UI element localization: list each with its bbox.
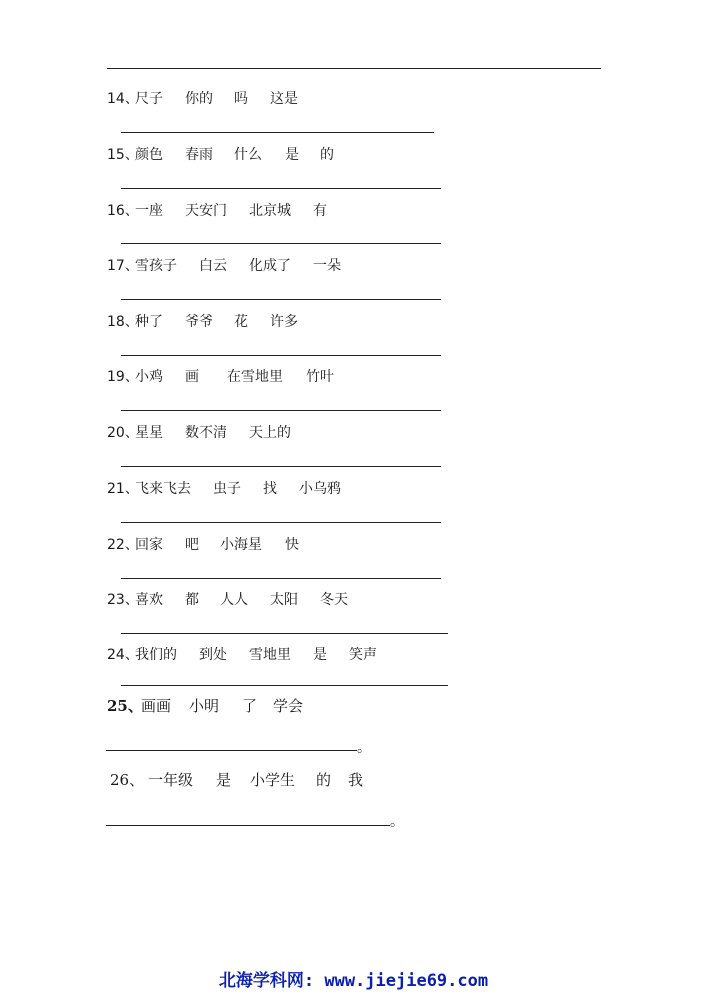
word-tile: 到处 (199, 647, 227, 663)
exercise-number: 17、 (107, 258, 139, 274)
word-tile: 雪地里 (249, 647, 291, 663)
answer-line (121, 243, 441, 244)
exercise-number: 26、 (110, 771, 145, 789)
exercise-22 (107, 536, 299, 554)
exercise-26 (110, 771, 364, 789)
word-tile: 竹叶 (306, 369, 334, 385)
exercise-number: 18、 (107, 314, 139, 330)
answer-line (121, 188, 441, 189)
word-tile: 都 (185, 592, 199, 608)
answer-line (121, 685, 448, 686)
word-tile: 吗 (234, 91, 248, 107)
word-tile: 化成了 (249, 258, 291, 274)
exercise-number: 16、 (107, 203, 139, 219)
word-tile: 小乌鸦 (299, 481, 341, 497)
word-tile: 快 (285, 537, 299, 553)
exercise-17 (107, 257, 341, 275)
top-divider-line (107, 68, 601, 69)
answer-line (121, 410, 441, 411)
word-tile: 笑声 (349, 647, 377, 663)
word-tile: 白云 (199, 258, 227, 274)
exercise-16 (107, 202, 327, 220)
exercise-number: 21、 (107, 481, 139, 497)
word-tile: 天上的 (249, 425, 291, 441)
word-tile: 的 (316, 771, 332, 789)
word-tile: 是 (285, 147, 299, 163)
word-tile: 星星 (135, 425, 163, 441)
word-tile: 一年级 (148, 771, 194, 789)
word-tile: 这是 (270, 91, 298, 107)
word-tile: 数不清 (185, 425, 227, 441)
word-tile: 一座 (135, 203, 163, 219)
exercise-number: 25、 (107, 697, 143, 715)
word-tile: 种了 (135, 314, 163, 330)
word-tile: 一朵 (313, 258, 341, 274)
end-mark: 。 (390, 814, 404, 830)
exercise-19 (107, 368, 334, 386)
footer-watermark: 北海学科网: www.jiejie69.com (218, 971, 489, 991)
word-tile: 小明 (189, 697, 220, 715)
exercise-21 (107, 480, 341, 498)
answer-line (121, 578, 441, 579)
word-tile: 爷爷 (185, 314, 213, 330)
word-tile: 了 (242, 697, 258, 715)
answer-line (121, 522, 441, 523)
exercise-20 (107, 424, 291, 442)
exercise-number: 15、 (107, 147, 139, 163)
word-tile: 小鸡 (135, 369, 163, 385)
exercise-number: 14、 (107, 91, 139, 107)
word-tile: 我 (348, 771, 364, 789)
exercise-number: 23、 (107, 592, 139, 608)
answer-line (121, 132, 434, 133)
word-tile: 冬天 (320, 592, 348, 608)
word-tile: 春雨 (185, 147, 213, 163)
exercise-23 (107, 591, 348, 609)
word-tile: 花 (234, 314, 248, 330)
word-tile: 飞来飞去 (135, 481, 191, 497)
word-tile: 回家 (135, 537, 163, 553)
exercise-number: 19、 (107, 369, 139, 385)
word-tile: 你的 (185, 91, 213, 107)
exercise-number: 22、 (107, 537, 139, 553)
exercise-number: 24、 (107, 647, 139, 663)
word-tile: 人人 (220, 592, 248, 608)
word-tile: 的 (320, 147, 334, 163)
word-tile: 吧 (185, 537, 199, 553)
answer-line (121, 299, 441, 300)
word-tile: 小海星 (220, 537, 262, 553)
word-tile: 虫子 (213, 481, 241, 497)
answer-line (106, 750, 357, 751)
word-tile: 雪孩子 (135, 258, 177, 274)
word-tile: 太阳 (270, 592, 298, 608)
word-tile: 喜欢 (135, 592, 163, 608)
word-tile: 在雪地里 (227, 369, 283, 385)
word-tile: 有 (313, 203, 327, 219)
word-tile: 颜色 (135, 147, 163, 163)
word-tile: 是 (216, 771, 232, 789)
exercise-24 (107, 646, 377, 664)
word-tile: 学会 (273, 697, 304, 715)
word-tile: 我们的 (135, 647, 177, 663)
word-tile: 找 (263, 481, 277, 497)
end-mark: 。 (357, 740, 371, 756)
word-tile: 是 (313, 647, 327, 663)
word-tile: 许多 (270, 314, 298, 330)
exercise-18 (107, 313, 298, 331)
word-tile: 画画 (141, 697, 172, 715)
exercise-14 (107, 90, 298, 108)
word-tile: 什么 (234, 147, 262, 163)
exercise-25 (107, 697, 304, 715)
word-tile: 北京城 (249, 203, 291, 219)
answer-line (106, 825, 390, 826)
word-tile: 尺子 (135, 91, 163, 107)
answer-line (121, 355, 441, 356)
word-tile: 天安门 (185, 203, 227, 219)
word-tile: 画 (185, 369, 199, 385)
exercise-number: 20、 (107, 425, 139, 441)
exercise-15 (107, 146, 334, 164)
answer-line (121, 633, 448, 634)
word-tile: 小学生 (250, 771, 296, 789)
answer-line (121, 466, 441, 467)
